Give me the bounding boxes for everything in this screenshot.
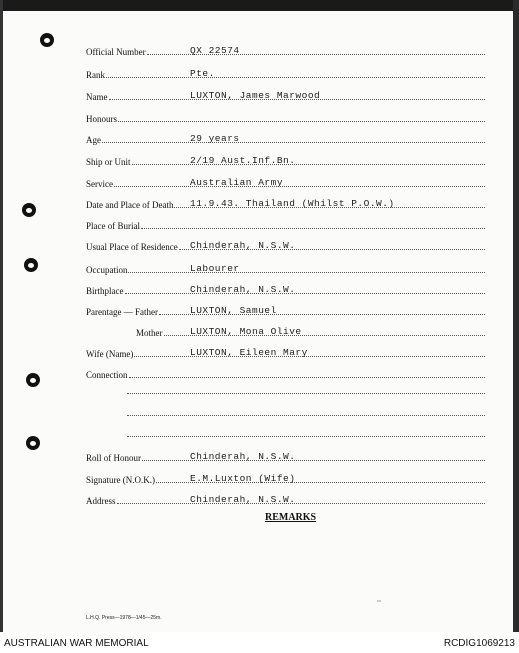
row-usual-residence xyxy=(86,238,485,252)
official-number-label: Official Number xyxy=(86,47,146,57)
row-rank xyxy=(86,66,485,80)
name-value: LUXTON, James Marwood xyxy=(190,90,321,101)
mother-value: LUXTON, Mona Olive xyxy=(190,326,302,337)
date-place-death-label: Date and Place of Death xyxy=(86,200,174,210)
connection-line xyxy=(127,415,485,416)
dotted-line xyxy=(106,77,485,78)
row-mother xyxy=(86,324,485,338)
father-value: LUXTON, Samuel xyxy=(190,305,277,316)
punch-hole-icon xyxy=(22,203,36,217)
father-label: Parentage — Father xyxy=(86,307,158,317)
address-label: Address xyxy=(86,496,116,506)
signature-label: Signature (N.O.K.) xyxy=(86,475,155,485)
punch-hole-icon xyxy=(26,373,40,387)
connection-line xyxy=(127,436,485,437)
form-number: L.H.Q. Press—1978—1/45—25m. xyxy=(86,615,162,621)
record-id: RCDIG1069213 xyxy=(443,638,515,649)
row-wife xyxy=(86,345,485,359)
archive-name: AUSTRALIAN WAR MEMORIAL xyxy=(4,638,149,649)
dotted-line xyxy=(129,377,485,378)
row-birthplace xyxy=(86,282,485,296)
birthplace-value: Chinderah, N.S.W. xyxy=(190,284,296,295)
service-label: Service xyxy=(86,179,113,189)
row-name xyxy=(86,88,485,102)
row-service xyxy=(86,175,485,189)
row-father xyxy=(86,303,485,317)
dotted-line xyxy=(114,186,485,187)
dotted-line xyxy=(102,142,485,143)
row-official-number xyxy=(86,43,485,57)
dotted-line xyxy=(118,121,485,122)
archive-footer xyxy=(0,632,519,653)
scan-right-edge xyxy=(513,0,519,632)
ship-or-unit-value: 2/19 Aust.Inf.Bn. xyxy=(190,155,296,166)
mother-label: Mother xyxy=(136,328,163,338)
dotted-line xyxy=(132,164,485,165)
punch-hole-icon xyxy=(24,258,38,272)
remarks-heading: REMARKS xyxy=(265,512,317,523)
dotted-line xyxy=(128,272,485,273)
pencil-mark: °° xyxy=(377,601,381,606)
row-address xyxy=(86,492,485,506)
usual-residence-label: Usual Place of Residence xyxy=(86,242,178,252)
place-of-burial-label: Place of Burial xyxy=(86,221,140,231)
birthplace-label: Birthplace xyxy=(86,286,124,296)
roll-of-honour-label: Roll of Honour xyxy=(86,453,141,463)
official-number-value: QX 22574 xyxy=(190,45,240,56)
address-value: Chinderah, N.S.W. xyxy=(190,494,296,505)
age-value: 29 years xyxy=(190,133,240,144)
wife-value: LUXTON, Eileen Mary xyxy=(190,347,308,358)
honours-label: Honours xyxy=(86,114,117,124)
wife-label: Wife (Name) xyxy=(86,349,134,359)
dotted-line xyxy=(141,228,485,229)
row-date-place-death xyxy=(86,196,485,210)
name-label: Name xyxy=(86,92,108,102)
punch-hole-icon xyxy=(26,436,40,450)
dotted-line xyxy=(134,356,485,357)
connection-line xyxy=(127,393,485,394)
row-signature xyxy=(86,471,485,485)
roll-of-honour-value: Chinderah, N.S.W. xyxy=(190,451,296,462)
dotted-line xyxy=(125,293,485,294)
usual-residence-value: Chinderah, N.S.W. xyxy=(190,240,296,251)
occupation-value: Labourer xyxy=(190,263,240,274)
punch-hole-icon xyxy=(40,33,54,47)
occupation-label: Occupation xyxy=(86,265,128,275)
date-place-death-value: 11.9.43. Thailand (Whilst P.O.W.) xyxy=(190,198,395,209)
dotted-line xyxy=(117,503,485,504)
row-connection xyxy=(86,366,485,380)
ship-or-unit-label: Ship or Unit xyxy=(86,157,131,167)
row-roll-of-honour xyxy=(86,449,485,463)
row-occupation xyxy=(86,261,485,275)
age-label: Age xyxy=(86,135,101,145)
signature-value: E.M.Luxton (Wife) xyxy=(190,473,296,484)
row-age xyxy=(86,131,485,145)
scan-top-edge xyxy=(0,0,519,11)
connection-label: Connection xyxy=(86,370,128,380)
row-ship-or-unit xyxy=(86,153,485,167)
row-place-of-burial xyxy=(86,217,485,231)
rank-label: Rank xyxy=(86,70,105,80)
rank-value: Pte. xyxy=(190,68,215,79)
scan-left-edge xyxy=(0,0,3,632)
row-honours xyxy=(86,110,485,124)
service-value: Australian Army xyxy=(190,177,284,188)
